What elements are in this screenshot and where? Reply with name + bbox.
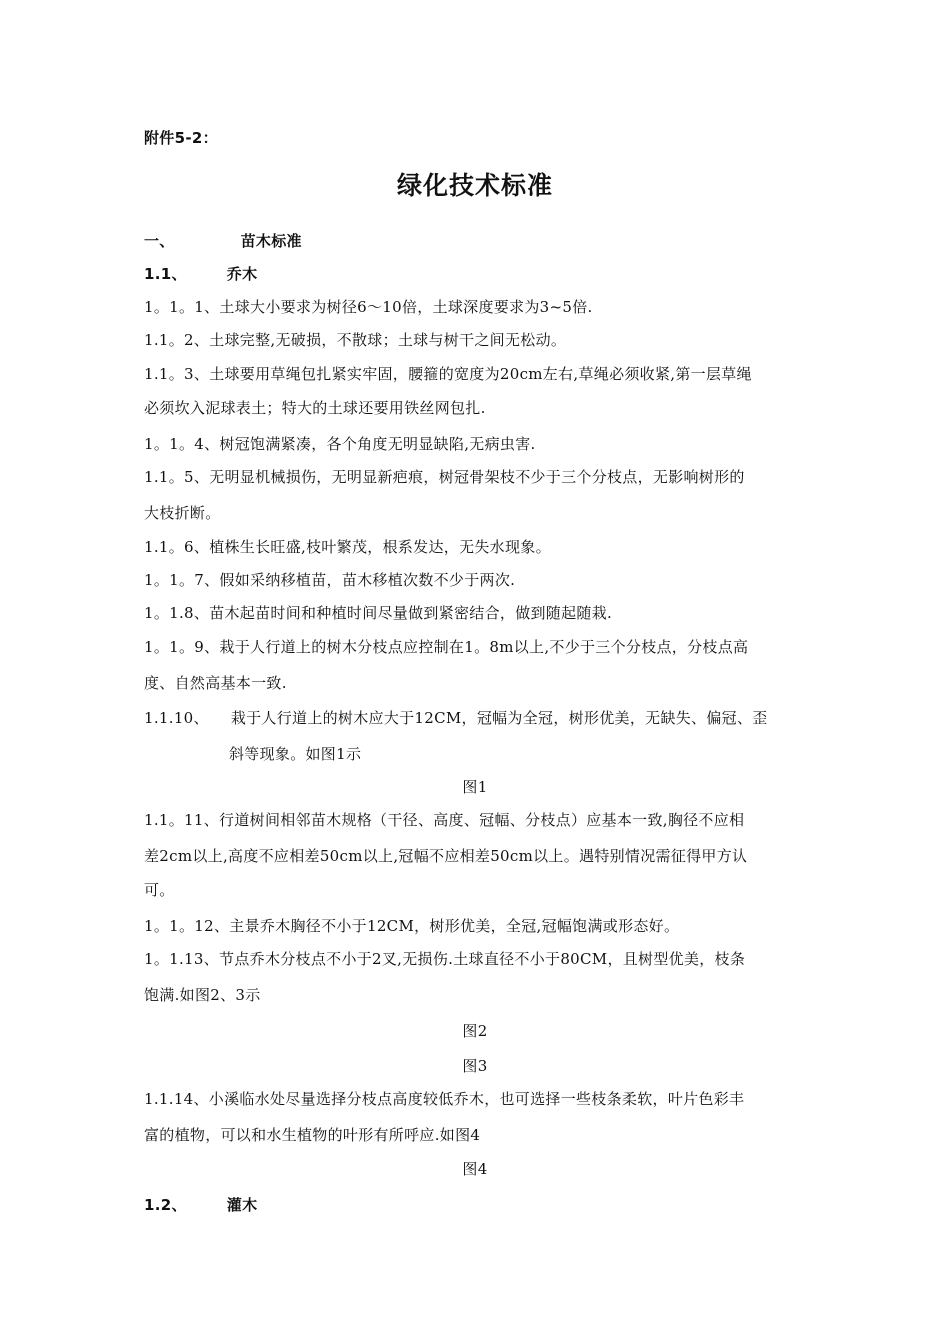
paragraph-line: 1。1。9、栽于人行道上的树木分枝点应控制在1。8m以上,不少于三个分枝点，分枝点高 xyxy=(144,638,749,656)
paragraph-line: 1.1。5、无明显机械损伤，无明显新疤痕，树冠骨架枝不少于三个分枝点，无影响树形的 xyxy=(144,468,745,486)
list-item-continuation: 斜等现象。如图1示 xyxy=(229,745,362,763)
paragraph-line: 度、自然高基本一致. xyxy=(144,674,287,692)
subsection-number: 1.1、 xyxy=(144,265,187,283)
paragraph-line: 大枝折断。 xyxy=(144,504,221,522)
subsection-heading-1-2 xyxy=(144,1195,257,1215)
paragraph-line: 可。 xyxy=(144,881,175,899)
section-title: 苗木标准 xyxy=(240,232,302,250)
figure-caption-2: 图2 xyxy=(462,1022,488,1040)
paragraph-line: 1.1。2、土球完整,无破损，不散球；土球与树干之间无松动。 xyxy=(144,331,567,349)
paragraph-line: 必须坎入泥球表土；特大的土球还要用铁丝网包扎. xyxy=(144,399,486,417)
section-number: 一、 xyxy=(144,232,175,250)
attachment-label: 附件5-2： xyxy=(144,129,218,147)
list-item-number: 1.1.10、 xyxy=(144,709,209,727)
paragraph-line: 1.1。6、植株生长旺盛,枝叶繁茂，根系发达，无失水现象。 xyxy=(144,538,551,556)
paragraph-line: 1。1。7、假如采纳移植苗，苗木移植次数不少于两次. xyxy=(144,571,516,589)
figure-caption-1: 图1 xyxy=(462,778,488,796)
paragraph-line: 1。1。4、树冠饱满紧凑，各个角度无明显缺陷,无病虫害. xyxy=(144,435,536,453)
paragraph-line: 1。1。1、土球大小要求为树径6～10倍，土球深度要求为3~5倍. xyxy=(144,298,593,316)
paragraph-line: 差2cm以上,高度不应相差50cm以上,冠幅不应相差50cm以上。遇特别情况需征得甲方认 xyxy=(144,847,748,865)
figure-caption-4: 图4 xyxy=(462,1160,488,1178)
paragraph-line: 饱满.如图2、3示 xyxy=(144,986,261,1004)
subsection-heading-1-1 xyxy=(144,264,257,284)
list-item-text: 栽于人行道上的树木应大于12CM，冠幅为全冠，树形优美，无缺失、偏冠、歪 xyxy=(230,709,768,727)
paragraph-line: 1.1。3、土球要用草绳包扎紧实牢固，腰箍的宽度为20cm左右,草绳必须收紧,第一层草绳 xyxy=(144,365,752,383)
paragraph-line: 1。1。12、主景乔木胸径不小于12CM，树形优美，全冠,冠幅饱满或形态好。 xyxy=(144,917,680,935)
paragraph-line: 富的植物，可以和水生植物的叶形有所呼应.如图4 xyxy=(144,1126,481,1144)
paragraph-line: 1。1.8、苗木起苗时间和种植时间尽量做到紧密结合，做到随起随栽. xyxy=(144,604,613,622)
paragraph-line: 1.1。11、行道树间相邻苗木规格（干径、高度、冠幅、分枝点）应基本一致,胸径不应相 xyxy=(144,811,745,829)
list-item-1-1-10 xyxy=(144,708,768,728)
paragraph-line: 1.1.14、小溪临水处尽量选择分枝点高度较低乔木，也可选择一些枝条柔软，叶片色彩丰 xyxy=(144,1090,745,1108)
paragraph-line: 1。1.13、节点乔木分枝点不小于2叉,无损伤.土球直径不小于80CM，且树型优美，枝条 xyxy=(144,950,746,968)
subsection-number: 1.2、 xyxy=(144,1196,187,1214)
subsection-title: 灌木 xyxy=(226,1196,258,1214)
figure-caption-3: 图3 xyxy=(462,1057,488,1075)
page-title: 绿化技术标准 xyxy=(396,171,553,200)
subsection-title: 乔木 xyxy=(226,265,258,283)
section-heading-1 xyxy=(144,231,302,251)
